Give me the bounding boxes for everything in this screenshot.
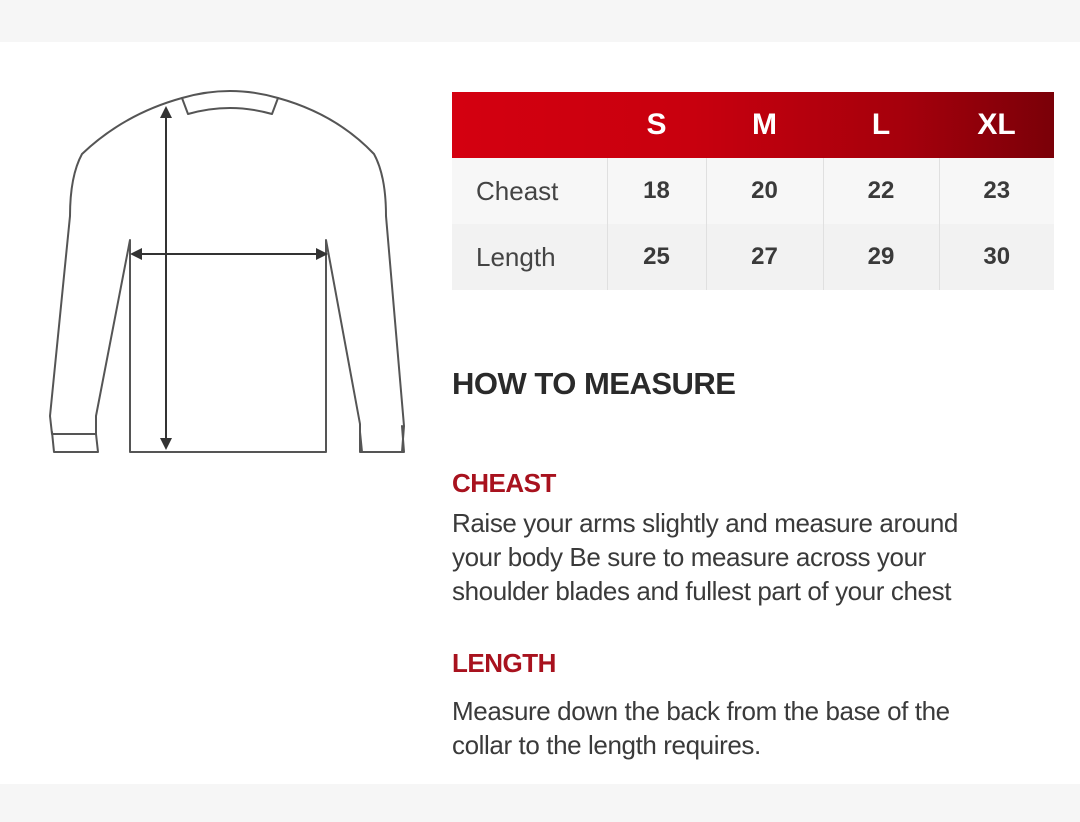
chest-line: shoulder blades and fullest part of your chest (452, 576, 952, 606)
table-row (452, 158, 1054, 224)
table-cell: 25 (607, 224, 706, 290)
size-header-corner (452, 92, 607, 158)
chest-line: your body Be sure to measure across your (452, 542, 926, 572)
table-cell: 18 (607, 158, 706, 224)
row-label-length: Length (452, 224, 607, 290)
table-cell: 20 (706, 158, 823, 224)
table-cell: 22 (823, 158, 939, 224)
sweater-outline-icon (44, 86, 416, 462)
length-line: Measure down the back from the base of the (452, 696, 950, 726)
length-instructions (452, 694, 1052, 762)
size-header-s: S (646, 108, 667, 141)
size-chart-table (452, 92, 1054, 290)
how-to-measure-title: HOW TO MEASURE (452, 366, 736, 401)
size-header-row (452, 92, 1054, 158)
table-cell: 23 (983, 177, 1011, 204)
size-header-l: L (871, 108, 891, 141)
size-header-m: M (752, 108, 777, 141)
table-row (452, 224, 1054, 290)
table-cell: 29 (823, 224, 939, 290)
length-line: collar to the length requires. (452, 730, 761, 760)
chest-line: Raise your arms slightly and measure around (452, 508, 958, 538)
size-header-xl: XL (977, 108, 1016, 141)
row-label-chest: Cheast (452, 158, 607, 224)
table-cell: 27 (706, 224, 823, 290)
table-cell: 30 (983, 243, 1011, 270)
chest-instructions (452, 506, 1052, 608)
chest-heading: CHEAST (452, 468, 556, 498)
length-heading: LENGTH (452, 648, 556, 678)
